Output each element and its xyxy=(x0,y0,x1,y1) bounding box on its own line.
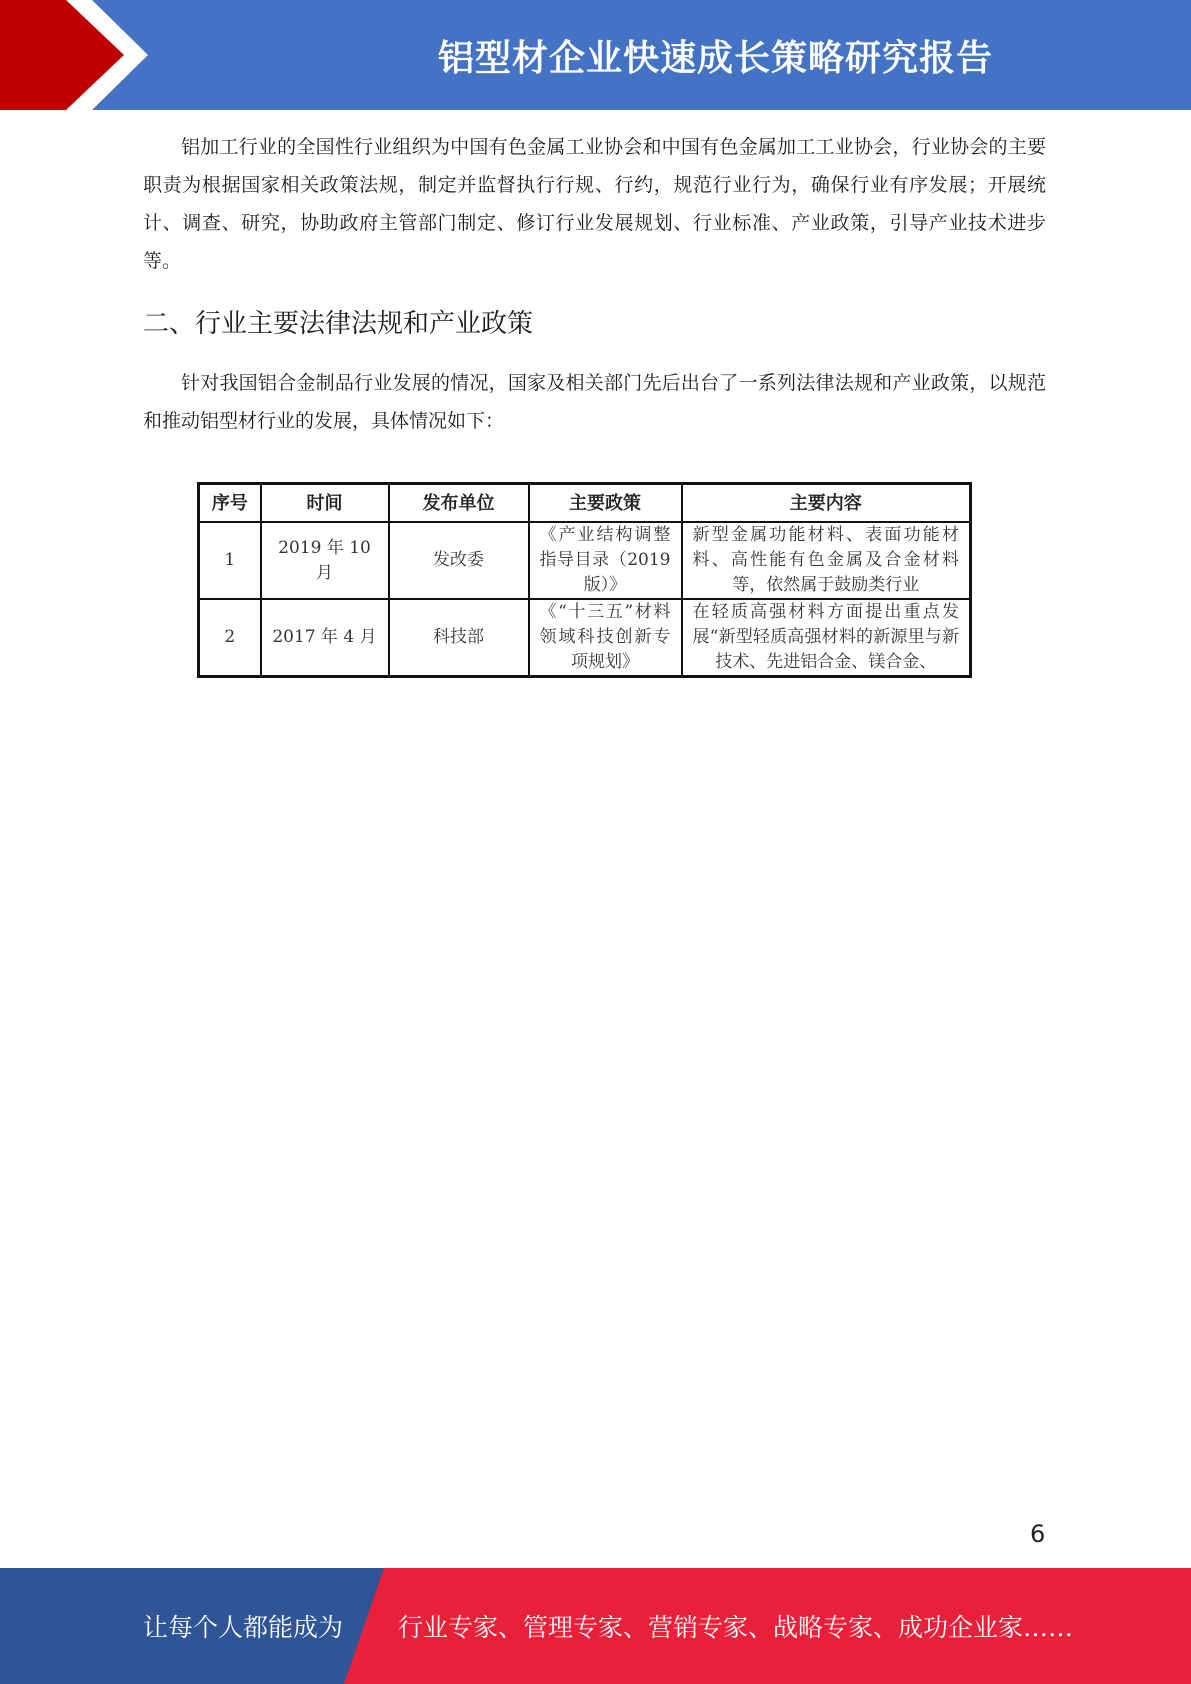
table-cell-content: 新型金属功能材料、表面功能材料、高性能有色金属及合金材料等，依然属于鼓励类行业 xyxy=(682,522,971,599)
section-paragraph: 针对我国铝合金制品行业发展的情况，国家及相关部门先后出台了一系列法律法规和产业政策，以规范和推动铝型材行业的发展，具体情况如下： xyxy=(143,372,1046,432)
table-row xyxy=(199,599,971,677)
table-cell-issuer: 科技部 xyxy=(389,599,529,677)
policy-table xyxy=(197,482,972,678)
table-header-cell: 序号 xyxy=(199,484,261,523)
table-header-cell: 发布单位 xyxy=(389,484,529,523)
table-cell-policy: 《“十三五”材料领域科技创新专项规划》 xyxy=(529,599,682,677)
table-cell-content: 在轻质高强材料方面提出重点发展“新型轻质高强材料的新源里与新技术、先进铝合金、镁合金、 xyxy=(682,599,971,677)
report-title: 铝型材企业快速成长策略研究报告 xyxy=(437,37,993,79)
table-cell-policy: 《产业结构调整指导目录（2019版）》 xyxy=(529,522,682,599)
page-number: 6 xyxy=(1030,1520,1046,1548)
table-header-cell: 时间 xyxy=(261,484,389,523)
table-cell-index: 1 xyxy=(199,522,261,599)
table-row xyxy=(199,522,971,599)
page-content xyxy=(143,128,1046,440)
intro-paragraph: 铝加工行业的全国性行业组织为中国有色金属工业协会和中国有色金属加工工业协会，行业协会的主要职责为根据国家相关政策法规，制定并监督执行行规、行约，规范行业行为，确保行业有序发展；开展统计、调查、研究，协助政府主管部门制定、修订行业发展规划、行业标准、产业政策，引导产业技术进步等。 xyxy=(143,136,1046,272)
footer-slogan-right: 行业专家、管理专家、营销专家、战略专家、成功企业家…… xyxy=(398,1613,1074,1642)
table-header-row xyxy=(199,484,971,523)
table-cell-issuer: 发改委 xyxy=(389,522,529,599)
section-heading: 二、行业主要法律法规和产业政策 xyxy=(143,309,534,339)
table-header-cell: 主要政策 xyxy=(529,484,682,523)
footer-banner xyxy=(0,1568,1191,1684)
red-chevron-icon xyxy=(0,0,160,110)
table-cell-date: 2017 年 4 月 xyxy=(261,599,389,677)
table-cell-index: 2 xyxy=(199,599,261,677)
footer-slogan-left: 让每个人都能成为 xyxy=(143,1613,344,1642)
table-cell-date: 2019 年 10 月 xyxy=(261,522,389,599)
header-banner xyxy=(0,0,1191,110)
policy-table-wrapper xyxy=(197,482,969,678)
table-header-cell: 主要内容 xyxy=(682,484,971,523)
